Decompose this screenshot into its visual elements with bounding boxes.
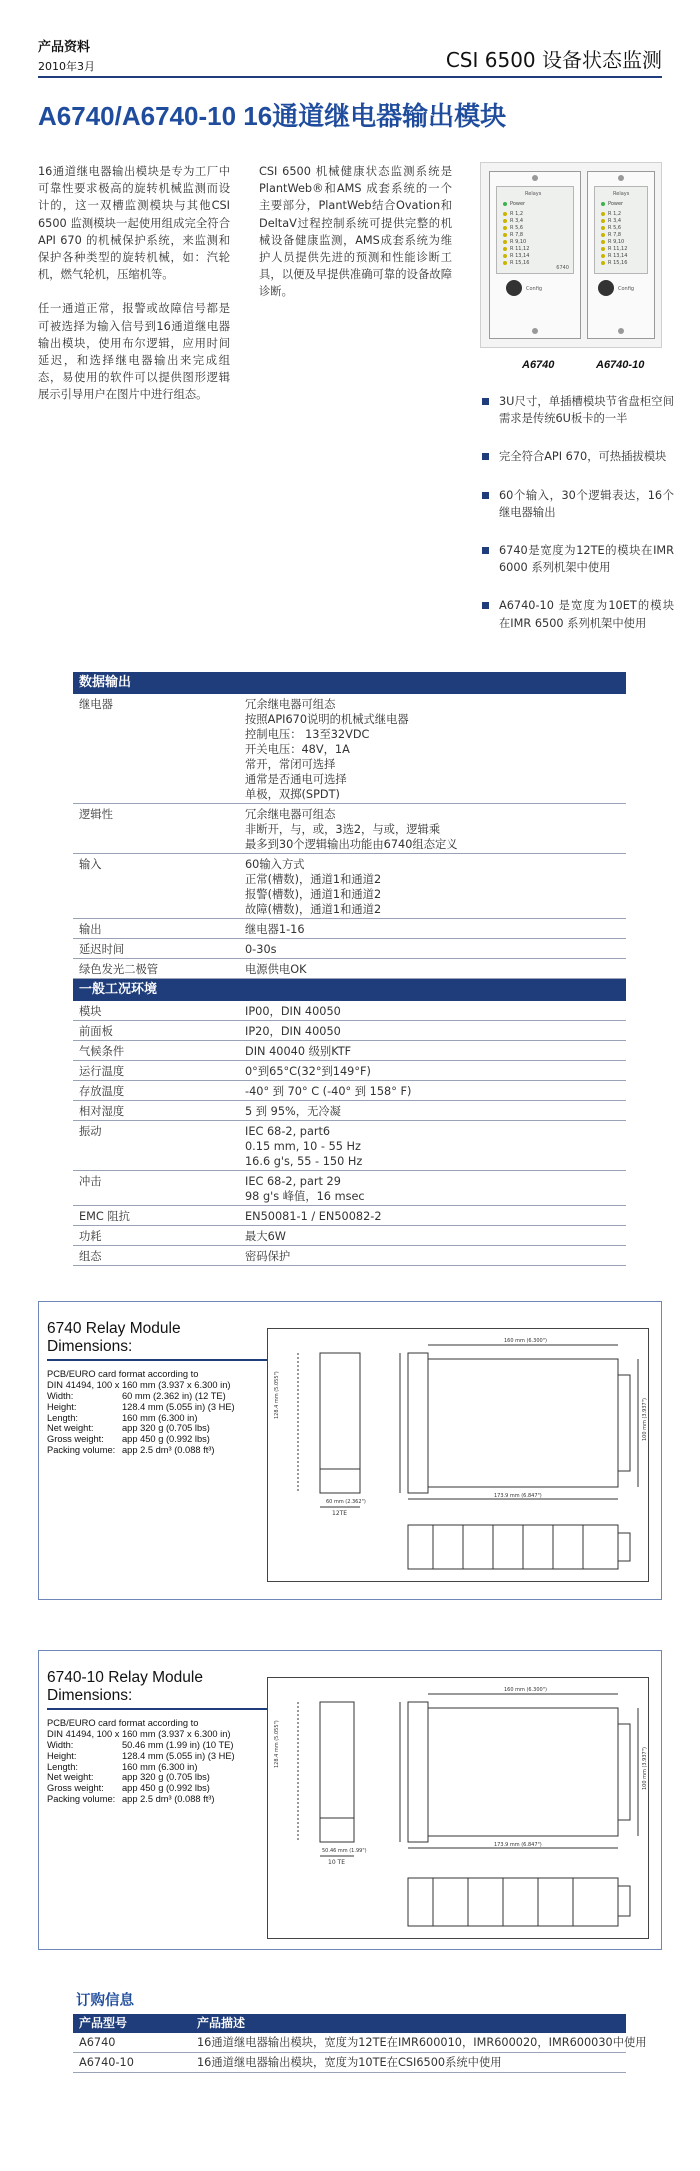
dimensions-intro-line: DIN 41494, 100 x 160 mm (3.937 x 6.300 in) bbox=[47, 1729, 231, 1739]
dimensions-title bbox=[47, 1320, 181, 1356]
spec-value bbox=[245, 697, 626, 802]
feature-item bbox=[482, 393, 674, 427]
dimension-row bbox=[47, 1740, 235, 1751]
table-row bbox=[73, 2053, 626, 2073]
spec-value bbox=[245, 922, 626, 937]
table-row bbox=[73, 919, 626, 939]
spec-value-line: 16.6 g's, 55 - 150 Hz bbox=[245, 1155, 363, 1168]
dimensions-intro-line: DIN 41494, 100 x 160 mm (3.937 x 6.300 in) bbox=[47, 1380, 231, 1390]
dimension-label: Gross weight: bbox=[47, 1783, 104, 1794]
spec-value bbox=[245, 1124, 626, 1169]
led-label: Power bbox=[510, 201, 526, 207]
spec-value-line: 单极，双掷(SPDT) bbox=[245, 788, 340, 801]
led-icon bbox=[503, 254, 507, 258]
spec-value-line: 故障(槽数)，通道1和通道2 bbox=[245, 903, 382, 916]
spec-value-line: 冗余继电器可组态 bbox=[245, 698, 336, 711]
spec-value bbox=[245, 1174, 626, 1204]
led-label: R 11,12 bbox=[510, 246, 530, 252]
knob-label: Config bbox=[526, 286, 543, 292]
dimension-row bbox=[47, 1434, 235, 1445]
dimension-row bbox=[47, 1402, 235, 1413]
relay-led bbox=[503, 232, 523, 238]
led-icon bbox=[503, 240, 507, 244]
spec-value-line: DIN 40040 级别KTF bbox=[245, 1045, 352, 1058]
relay-led bbox=[601, 253, 627, 259]
spec-value-line: 通常是否通电可选择 bbox=[245, 773, 347, 786]
bullet-square-icon bbox=[482, 547, 489, 554]
feature-text: 完全符合API 670，可热插拔模块 bbox=[499, 450, 667, 464]
led-icon bbox=[503, 212, 507, 216]
spec-section-data-output bbox=[73, 694, 626, 979]
led-label: R 15,16 bbox=[608, 260, 628, 266]
dimension-row bbox=[47, 1445, 235, 1456]
spec-label: 运行温度 bbox=[79, 1065, 125, 1078]
bullet-square-icon bbox=[482, 453, 489, 460]
spec-value bbox=[245, 1004, 626, 1019]
spec-label: 延迟时间 bbox=[79, 943, 125, 956]
relay-led bbox=[503, 211, 523, 217]
spec-label: 相对湿度 bbox=[79, 1105, 125, 1118]
spec-value-line: 0.15 mm, 10 - 55 Hz bbox=[245, 1140, 361, 1153]
led-label: R 9,10 bbox=[608, 239, 625, 245]
dimension-label: Length: bbox=[47, 1412, 79, 1423]
relay-led bbox=[601, 211, 621, 217]
photo-caption-a6740: A6740 bbox=[522, 359, 555, 371]
led-icon bbox=[503, 219, 507, 223]
spec-label: 冲击 bbox=[79, 1175, 102, 1188]
led-label: R 13,14 bbox=[510, 253, 530, 259]
dimensions-divider bbox=[47, 1359, 297, 1361]
mechanical-drawing bbox=[268, 1678, 648, 1938]
feature-text: 6740是宽度为12TE的模块在IMR 6000 系列机架中使用 bbox=[499, 544, 674, 575]
order-table-header bbox=[73, 2014, 626, 2033]
power-led bbox=[503, 201, 525, 207]
spec-value-line: -40° 到 70° C (-40° 到 158° F) bbox=[245, 1085, 412, 1098]
dimension-label: Width: bbox=[47, 1740, 74, 1750]
dimensions-title-line: Dimensions: bbox=[47, 1338, 133, 1355]
relay-led bbox=[503, 239, 526, 245]
spec-value bbox=[245, 1209, 626, 1224]
dimension-value: 60 mm (2.362 in) (12 TE) bbox=[122, 1391, 226, 1401]
dimension-value: 160 mm (6.300 in) bbox=[122, 1412, 198, 1423]
dimensions-title-line: Dimensions: bbox=[47, 1687, 133, 1704]
intro-paragraph: 任一通道正常，报警或故障信号都是可被选择为输入信号到16通道继电器输出模块，使用布尔逻辑，应用时间延迟，和选择继电器输出来完成组态，易使用的软件可以提供图形逻辑展示引导用户在图片中进行组态。 bbox=[38, 302, 230, 402]
dimensions-intro bbox=[47, 1718, 230, 1740]
dimension-row bbox=[47, 1751, 235, 1762]
spec-section-environment bbox=[73, 1001, 626, 1266]
intro-paragraph: CSI 6500 机械健康状态监测系统是PlantWeb®和AMS 成套系统的一个主要部分，PlantWeb结合Ovation和DeltaV过程控制系统可提供完整的机械设备健康监测，AMS成套系统为维护人员提供先进的预测和性能诊断工具，以便及早提供准确可靠的设备故障诊断。 bbox=[259, 165, 452, 299]
relay-led bbox=[503, 260, 529, 266]
led-label: R 3,4 bbox=[608, 218, 622, 224]
product-photo bbox=[480, 162, 662, 348]
spec-label: 前面板 bbox=[79, 1025, 113, 1038]
spec-label: 逻辑性 bbox=[79, 808, 113, 821]
dimensions-title-line: 6740-10 Relay Module bbox=[47, 1669, 203, 1686]
module-a6740-10-image bbox=[587, 171, 655, 339]
table-row bbox=[73, 2033, 647, 2053]
order-col-model: 产品型号 bbox=[79, 2016, 128, 2030]
spec-value-line: IEC 68-2, part 29 bbox=[245, 1175, 341, 1188]
screw-icon bbox=[618, 175, 624, 181]
mechanical-drawing bbox=[268, 1329, 648, 1581]
led-label: R 5,6 bbox=[608, 225, 622, 231]
table-row bbox=[73, 1101, 626, 1121]
spec-value bbox=[245, 857, 626, 917]
module-a6740-image bbox=[489, 171, 581, 339]
led-icon bbox=[601, 254, 605, 258]
intro-column-2 bbox=[259, 163, 452, 318]
led-icon bbox=[503, 261, 507, 265]
spec-value-line: 60输入方式 bbox=[245, 858, 305, 871]
intro-paragraph: 16通道继电器输出模块是专为工厂中可靠性要求极高的旋转机械监测而设计的，这一双槽监测模块与其他CSI 6500 监测模块一起使用组成完全符合API 670 的机械保护系统，来监测和保护各种类型的旋转机械，如：汽轮机，燃气轮机，压缩机等。 bbox=[38, 165, 230, 282]
width-dimension: 50.46 mm (1.99") bbox=[322, 1848, 367, 1854]
table-row bbox=[73, 1061, 626, 1081]
dimension-row bbox=[47, 1762, 235, 1773]
led-label: R 5,6 bbox=[510, 225, 524, 231]
relay-led bbox=[503, 218, 523, 224]
spec-label: 输入 bbox=[79, 858, 102, 871]
bullet-square-icon bbox=[482, 602, 489, 609]
photo-caption-a6740-10: A6740-10 bbox=[596, 359, 645, 371]
spec-label: 功耗 bbox=[79, 1230, 102, 1243]
led-icon bbox=[601, 247, 605, 251]
power-led bbox=[601, 201, 623, 207]
led-icon bbox=[503, 226, 507, 230]
led-label: R 7,8 bbox=[608, 232, 622, 238]
dimensions-drawing-6740 bbox=[267, 1328, 649, 1582]
doc-type: 产品资料 bbox=[38, 40, 91, 55]
dimension-value: app 320 g (0.705 lbs) bbox=[122, 1772, 210, 1783]
knob-label: Config bbox=[618, 286, 635, 292]
config-knob-icon bbox=[598, 280, 614, 296]
dimension-label: Height: bbox=[47, 1401, 77, 1412]
relay-led bbox=[601, 225, 621, 231]
led-label: R 13,14 bbox=[608, 253, 628, 259]
dimension-label: Gross weight: bbox=[47, 1434, 104, 1445]
spec-value-line: 冗余继电器可组态 bbox=[245, 808, 336, 821]
spec-value-line: 0°到65°C(32°到149°F) bbox=[245, 1065, 371, 1078]
led-icon bbox=[601, 202, 605, 206]
table-row bbox=[73, 959, 626, 979]
width-dimension: 60 mm (2.362") bbox=[326, 1499, 366, 1505]
dimension-row bbox=[47, 1783, 235, 1794]
dimensions-intro-line: PCB/EURO card format according to bbox=[47, 1718, 199, 1728]
dimension-value: 50.46 mm (1.99 in) (10 TE) bbox=[122, 1740, 234, 1750]
spec-value bbox=[245, 1044, 626, 1059]
dimension-label: Net weight: bbox=[47, 1772, 94, 1783]
relay-led bbox=[601, 239, 624, 245]
relay-led bbox=[503, 253, 529, 259]
spec-value bbox=[245, 1104, 626, 1119]
spec-value-line: 非断开，与，或，3选2，与或，逻辑乘 bbox=[245, 823, 441, 836]
module-brand: Relays bbox=[613, 191, 630, 197]
spec-value-line: 控制电压： 13至32VDC bbox=[245, 728, 370, 741]
dimension-label: Height: bbox=[47, 1750, 77, 1761]
feature-list bbox=[482, 393, 674, 653]
feature-item bbox=[482, 487, 674, 521]
spec-value bbox=[245, 1064, 626, 1079]
order-desc: 16通道继电器输出模块，宽度为10TE在CSI6500系统中使用 bbox=[197, 2056, 502, 2069]
dimension-label: Net weight: bbox=[47, 1423, 94, 1434]
spec-value-line: 98 g's 峰值，16 msec bbox=[245, 1190, 365, 1203]
feature-text: A6740-10 是宽度为10ET的模块在IMR 6500 系列机架中使用 bbox=[499, 599, 674, 630]
feature-item bbox=[482, 448, 674, 465]
led-icon bbox=[503, 247, 507, 251]
dimension-value: 128.4 mm (5.055 in) (3 HE) bbox=[122, 1401, 235, 1412]
dimensions-panel-6740 bbox=[38, 1301, 662, 1600]
spec-value-line: 5 到 95%，无冷凝 bbox=[245, 1105, 341, 1118]
spec-label: 继电器 bbox=[79, 698, 113, 711]
product-line: CSI 6500 设备状态监测 bbox=[445, 48, 662, 72]
length-dimension: 160 mm (6.300") bbox=[504, 1687, 547, 1693]
dimension-value: 128.4 mm (5.055 in) (3 HE) bbox=[122, 1750, 235, 1761]
length-dimension: 160 mm (6.300") bbox=[504, 1338, 547, 1344]
spec-label: 气候条件 bbox=[79, 1045, 125, 1058]
height-dimension: 128.4 mm (5.055") bbox=[274, 1371, 280, 1419]
spec-label: 组态 bbox=[79, 1250, 102, 1263]
dimension-value: app 2.5 dm³ (0.088 ft³) bbox=[122, 1444, 215, 1455]
height-dimension: 128.4 mm (5.055") bbox=[274, 1720, 280, 1768]
table-row bbox=[73, 1121, 626, 1171]
feature-item bbox=[482, 597, 674, 631]
spec-label: 模块 bbox=[79, 1005, 102, 1018]
spec-value-line: IP00，DIN 40050 bbox=[245, 1005, 341, 1018]
led-icon bbox=[601, 219, 605, 223]
spec-value-line: 开关电压：48V，1A bbox=[245, 743, 350, 756]
dimension-label: Packing volume: bbox=[47, 1444, 116, 1455]
spec-value bbox=[245, 1024, 626, 1039]
spec-value-line: 最大6W bbox=[245, 1230, 286, 1243]
page-title: A6740/A6740-10 16通道继电器输出模块 bbox=[38, 101, 507, 131]
order-table bbox=[73, 2014, 647, 2073]
table-row bbox=[73, 694, 626, 804]
spec-table bbox=[73, 672, 626, 1266]
led-icon bbox=[601, 212, 605, 216]
bullet-square-icon bbox=[482, 492, 489, 499]
table-row bbox=[73, 939, 626, 959]
led-icon bbox=[503, 233, 507, 237]
spec-label: 振动 bbox=[79, 1125, 102, 1138]
led-label: Power bbox=[608, 201, 624, 207]
spec-value-line: EN50081-1 / EN50082-2 bbox=[245, 1210, 382, 1223]
spec-value-line: IEC 68-2, part6 bbox=[245, 1125, 331, 1138]
dimensions-intro bbox=[47, 1369, 230, 1391]
led-label: R 7,8 bbox=[510, 232, 524, 238]
dimension-row bbox=[47, 1391, 235, 1402]
relay-led bbox=[503, 225, 523, 231]
spec-value bbox=[245, 1249, 626, 1264]
doc-date: 2010年3月 bbox=[38, 60, 95, 73]
te-dimension: 10 TE bbox=[328, 1859, 345, 1866]
relay-led bbox=[601, 218, 621, 224]
led-icon bbox=[601, 240, 605, 244]
te-dimension: 12TE bbox=[332, 1510, 348, 1517]
table-row bbox=[73, 1171, 626, 1206]
led-label: R 11,12 bbox=[608, 246, 628, 252]
dimension-value: app 2.5 dm³ (0.088 ft³) bbox=[122, 1793, 215, 1804]
spec-label: 存放温度 bbox=[79, 1085, 125, 1098]
dimension-value: 160 mm (6.300 in) bbox=[122, 1761, 198, 1772]
intro-column-1 bbox=[38, 163, 230, 421]
config-knob-icon bbox=[506, 280, 522, 296]
dimension-label: Packing volume: bbox=[47, 1793, 116, 1804]
led-icon bbox=[503, 202, 507, 206]
table-row bbox=[73, 1226, 626, 1246]
relay-led bbox=[503, 246, 529, 252]
spec-value-line: 最多到30个逻辑输出功能由6740组态定义 bbox=[245, 838, 458, 851]
relay-led bbox=[601, 232, 621, 238]
module-front-panel bbox=[594, 186, 648, 274]
spec-value-line: 继电器1-16 bbox=[245, 923, 305, 936]
dimension-value: app 450 g (0.992 lbs) bbox=[122, 1783, 210, 1794]
dimensions-values bbox=[47, 1740, 235, 1805]
card-dimension: 173.9 mm (6.847") bbox=[494, 1842, 542, 1848]
spec-value-line: 密码保护 bbox=[245, 1250, 291, 1263]
led-label: R 1,2 bbox=[608, 211, 622, 217]
spec-value-line: 报警(槽数)，通道1和通道2 bbox=[245, 888, 382, 901]
dimension-label: Length: bbox=[47, 1761, 79, 1772]
spec-value bbox=[245, 1084, 626, 1099]
spec-value bbox=[245, 942, 626, 957]
dimensions-intro-line: PCB/EURO card format according to bbox=[47, 1369, 199, 1379]
order-col-desc: 产品描述 bbox=[197, 2016, 246, 2030]
screw-icon bbox=[532, 175, 538, 181]
depth-dimension: 100 mm (3.937") bbox=[642, 1747, 648, 1790]
table-row bbox=[73, 1206, 626, 1226]
spec-value bbox=[245, 807, 626, 852]
bullet-square-icon bbox=[482, 398, 489, 405]
led-label: R 3,4 bbox=[510, 218, 524, 224]
feature-text: 60个输入，30个逻辑表达，16个继电器输出 bbox=[499, 488, 674, 519]
dimensions-title bbox=[47, 1669, 203, 1705]
spec-value bbox=[245, 962, 626, 977]
spec-value-line: IP20，DIN 40050 bbox=[245, 1025, 341, 1038]
screw-icon bbox=[532, 328, 538, 334]
spec-value bbox=[245, 1229, 626, 1244]
module-model: 6740 bbox=[556, 265, 569, 271]
feature-text: 3U尺寸，单插槽模块节省盘柜空间需求是传统6U板卡的一半 bbox=[499, 395, 674, 426]
spec-value-line: 正常(槽数)，通道1和通道2 bbox=[245, 873, 382, 886]
order-desc: 16通道继电器输出模块，宽度为12TE在IMR600010，IMR600020，IMR600030中使用 bbox=[197, 2036, 647, 2049]
led-icon bbox=[601, 261, 605, 265]
table-row bbox=[73, 854, 626, 919]
spec-label: 输出 bbox=[79, 923, 102, 936]
card-dimension: 173.9 mm (6.847") bbox=[494, 1493, 542, 1499]
dimensions-title-line: 6740 Relay Module bbox=[47, 1320, 181, 1337]
table-row bbox=[73, 1041, 626, 1061]
led-icon bbox=[601, 233, 605, 237]
dimensions-values bbox=[47, 1391, 235, 1456]
order-model: A6740 bbox=[79, 2036, 116, 2049]
led-label: R 15,16 bbox=[510, 260, 530, 266]
table-row bbox=[73, 1246, 626, 1266]
table-row bbox=[73, 1021, 626, 1041]
dimension-row bbox=[47, 1772, 235, 1783]
spec-value-line: 按照API670说明的机械式继电器 bbox=[245, 713, 409, 726]
led-label: R 9,10 bbox=[510, 239, 527, 245]
feature-item bbox=[482, 542, 674, 576]
depth-dimension: 100 mm (3.937") bbox=[642, 1398, 648, 1441]
dimension-value: app 450 g (0.992 lbs) bbox=[122, 1434, 210, 1445]
table-row bbox=[73, 1001, 626, 1021]
module-front-panel bbox=[496, 186, 574, 274]
dimensions-divider bbox=[47, 1708, 297, 1710]
dimension-row bbox=[47, 1794, 235, 1805]
dimension-row bbox=[47, 1413, 235, 1424]
module-brand: Relays bbox=[525, 191, 542, 197]
spec-value-line: 0-30s bbox=[245, 943, 277, 956]
spec-label: EMC 阻抗 bbox=[79, 1210, 130, 1223]
spec-section-title: 一般工况环境 bbox=[73, 979, 626, 1001]
doc-header bbox=[38, 36, 95, 74]
order-model: A6740-10 bbox=[79, 2056, 134, 2069]
relay-led bbox=[601, 260, 627, 266]
dimension-value: app 320 g (0.705 lbs) bbox=[122, 1423, 210, 1434]
spec-value-line: 常开，常闭可选择 bbox=[245, 758, 336, 771]
table-row bbox=[73, 1081, 626, 1101]
dimension-label: Width: bbox=[47, 1391, 74, 1401]
header-divider bbox=[38, 76, 662, 78]
led-label: R 1,2 bbox=[510, 211, 524, 217]
led-icon bbox=[601, 226, 605, 230]
dimensions-panel-6740-10 bbox=[38, 1650, 662, 1950]
relay-led bbox=[601, 246, 627, 252]
spec-section-title: 数据输出 bbox=[73, 672, 626, 694]
spec-value-line: 电源供电OK bbox=[245, 963, 307, 976]
dimensions-drawing-6740-10 bbox=[267, 1677, 649, 1939]
screw-icon bbox=[618, 328, 624, 334]
dimension-row bbox=[47, 1423, 235, 1434]
spec-label: 绿色发光二极管 bbox=[79, 963, 159, 976]
table-row bbox=[73, 804, 626, 854]
order-title: 订购信息 bbox=[76, 1993, 134, 2009]
